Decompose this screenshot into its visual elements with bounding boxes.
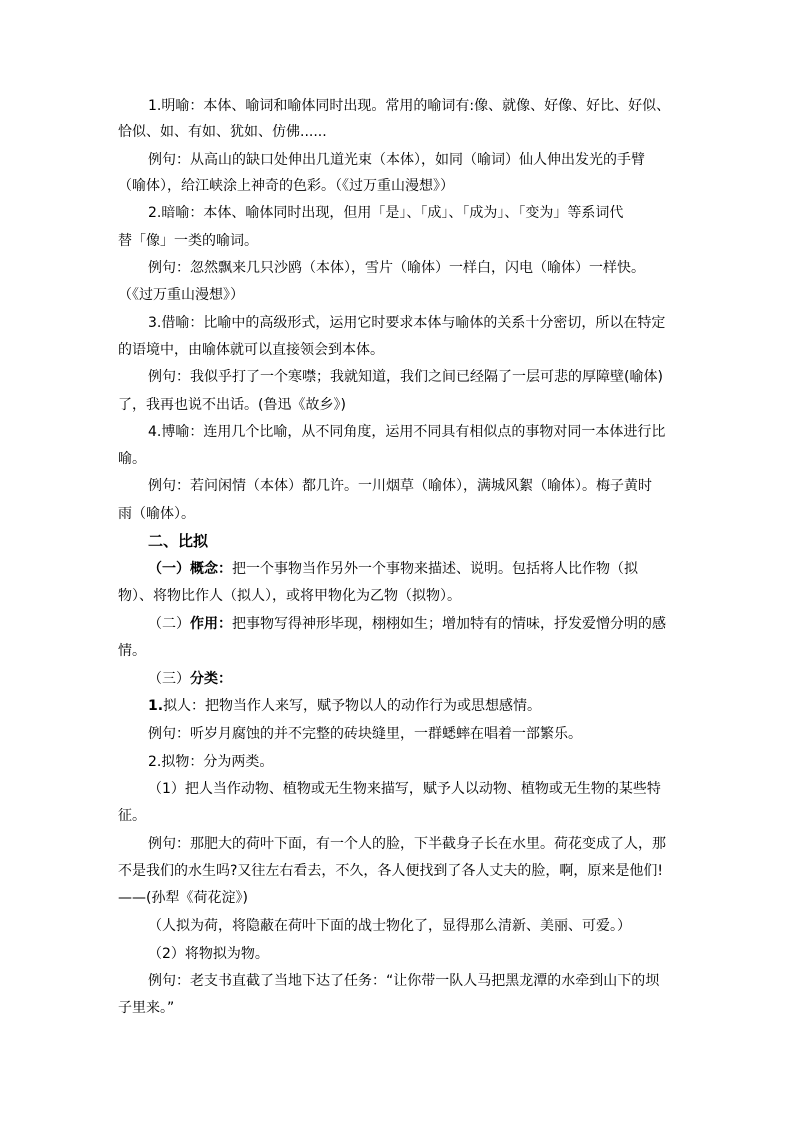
text-line: 2.拟物：分为两类。 — [148, 754, 274, 770]
text-line: （三）分类： — [148, 671, 232, 687]
text-line: 例句：那肥大的荷叶下面，有一个人的脸，下半截身子长在水里。荷花变成了人，那 — [148, 836, 666, 852]
text-line: 3.借喻：比喻中的高级形式，运用它时要求本体与喻体的关系十分密切，所以在特定 — [148, 315, 666, 331]
text-line: （二）作用：把事物写得神形毕现，栩栩如生；增加特有的情味，抒发爱憎分明的感 — [148, 616, 666, 632]
text-line: 2.暗喻：本体、喻体同时出现，但用「是」、「成」、「成为」、「变为」等系词代 — [148, 205, 624, 221]
text-line: 例句：忽然飘来几只沙鸥（本体），雪片（喻体）一样白，闪电（喻体）一样快。 — [148, 260, 645, 276]
text-line: （1）把人当作动物、植物或无生物来描写，赋予人以动物、植物或无生物的某些特 — [148, 781, 661, 797]
bold-label: 作用： — [190, 616, 232, 632]
text-line: 的语境中，由喻体就可以直接领会到本体。 — [118, 342, 384, 358]
text-line: （人拟为荷，将隐蔽在荷叶下面的战士物化了，显得那么清新、美丽、可爱。） — [148, 918, 631, 934]
text-line: 情。 — [118, 643, 146, 659]
text-line: 1.明喻：本体、喻词和喻体同时出现。常用的喻词有:像、就像、好像、好比、好似、 — [148, 98, 671, 114]
text-line: 1.拟人：把物当作人来写，赋予物以人的动作行为或思想感情。 — [148, 698, 542, 714]
text-line: 喻。 — [118, 451, 146, 467]
text-line: 子里来。” — [118, 1000, 175, 1016]
text-line: ——(孙犁《荷花淀》) — [118, 890, 248, 906]
text-line: 替「像」一类的喻词。 — [118, 233, 258, 249]
text-line: 了，我再也说不出话。(鲁迅《故乡》) — [118, 397, 346, 413]
section-heading: 二、比拟 — [148, 532, 209, 550]
text-line: 雨（喻体）。 — [118, 506, 195, 522]
text-line: （一）概念：把一个事物当作另外一个事物来描述、说明。包括将人比作物（拟 — [148, 561, 638, 577]
text-line: 例句：我似乎打了一个寒噤；我就知道，我们之间已经隔了一层可悲的厚障壁(喻体) — [148, 369, 663, 385]
text-line: 不是我们的水生吗?又往左右看去，不久，各人便找到了各人丈夫的脸，啊，原来是他们! — [118, 863, 664, 879]
text-line: 4.博喻：连用几个比喻，从不同角度，运用不同具有相似点的事物对同一本体进行比 — [148, 424, 666, 440]
text-line: 例句：听岁月腐蚀的并不完整的砖块缝里，一群蟋蟀在唱着一部繁乐。 — [148, 726, 582, 742]
text-line: （喻体），给江峡涂上神奇的色彩。（《过万重山漫想》） — [118, 178, 454, 194]
text-line: 例句：从高山的缺口处伸出几道光束（本体），如同（喻词）仙人伸出发光的手臂 — [148, 152, 645, 168]
bold-label: 1. — [148, 698, 164, 714]
text-line: 恰似、如、有如、犹如、仿佛...... — [118, 124, 327, 140]
bold-label: （一）概念： — [148, 561, 232, 577]
text-line: 物）、将物比作人（拟人），或将甲物化为乙物（拟物）。 — [118, 588, 461, 604]
text-line: 例句：老支书直截了当地下达了任务：“让你带一队人马把黑龙潭的水牵到山下的坝 — [148, 973, 660, 989]
bold-label: 分类： — [190, 671, 232, 687]
text-line: 征。 — [118, 808, 146, 824]
text-line: （2）将物拟为物。 — [148, 946, 269, 962]
text-line: 例句：若问闲情（本体）都几许。一川烟草（喻体），满城风絮（喻体）。梅子黄时 — [148, 478, 652, 494]
text-line: （《过万重山漫想》） — [118, 287, 244, 303]
